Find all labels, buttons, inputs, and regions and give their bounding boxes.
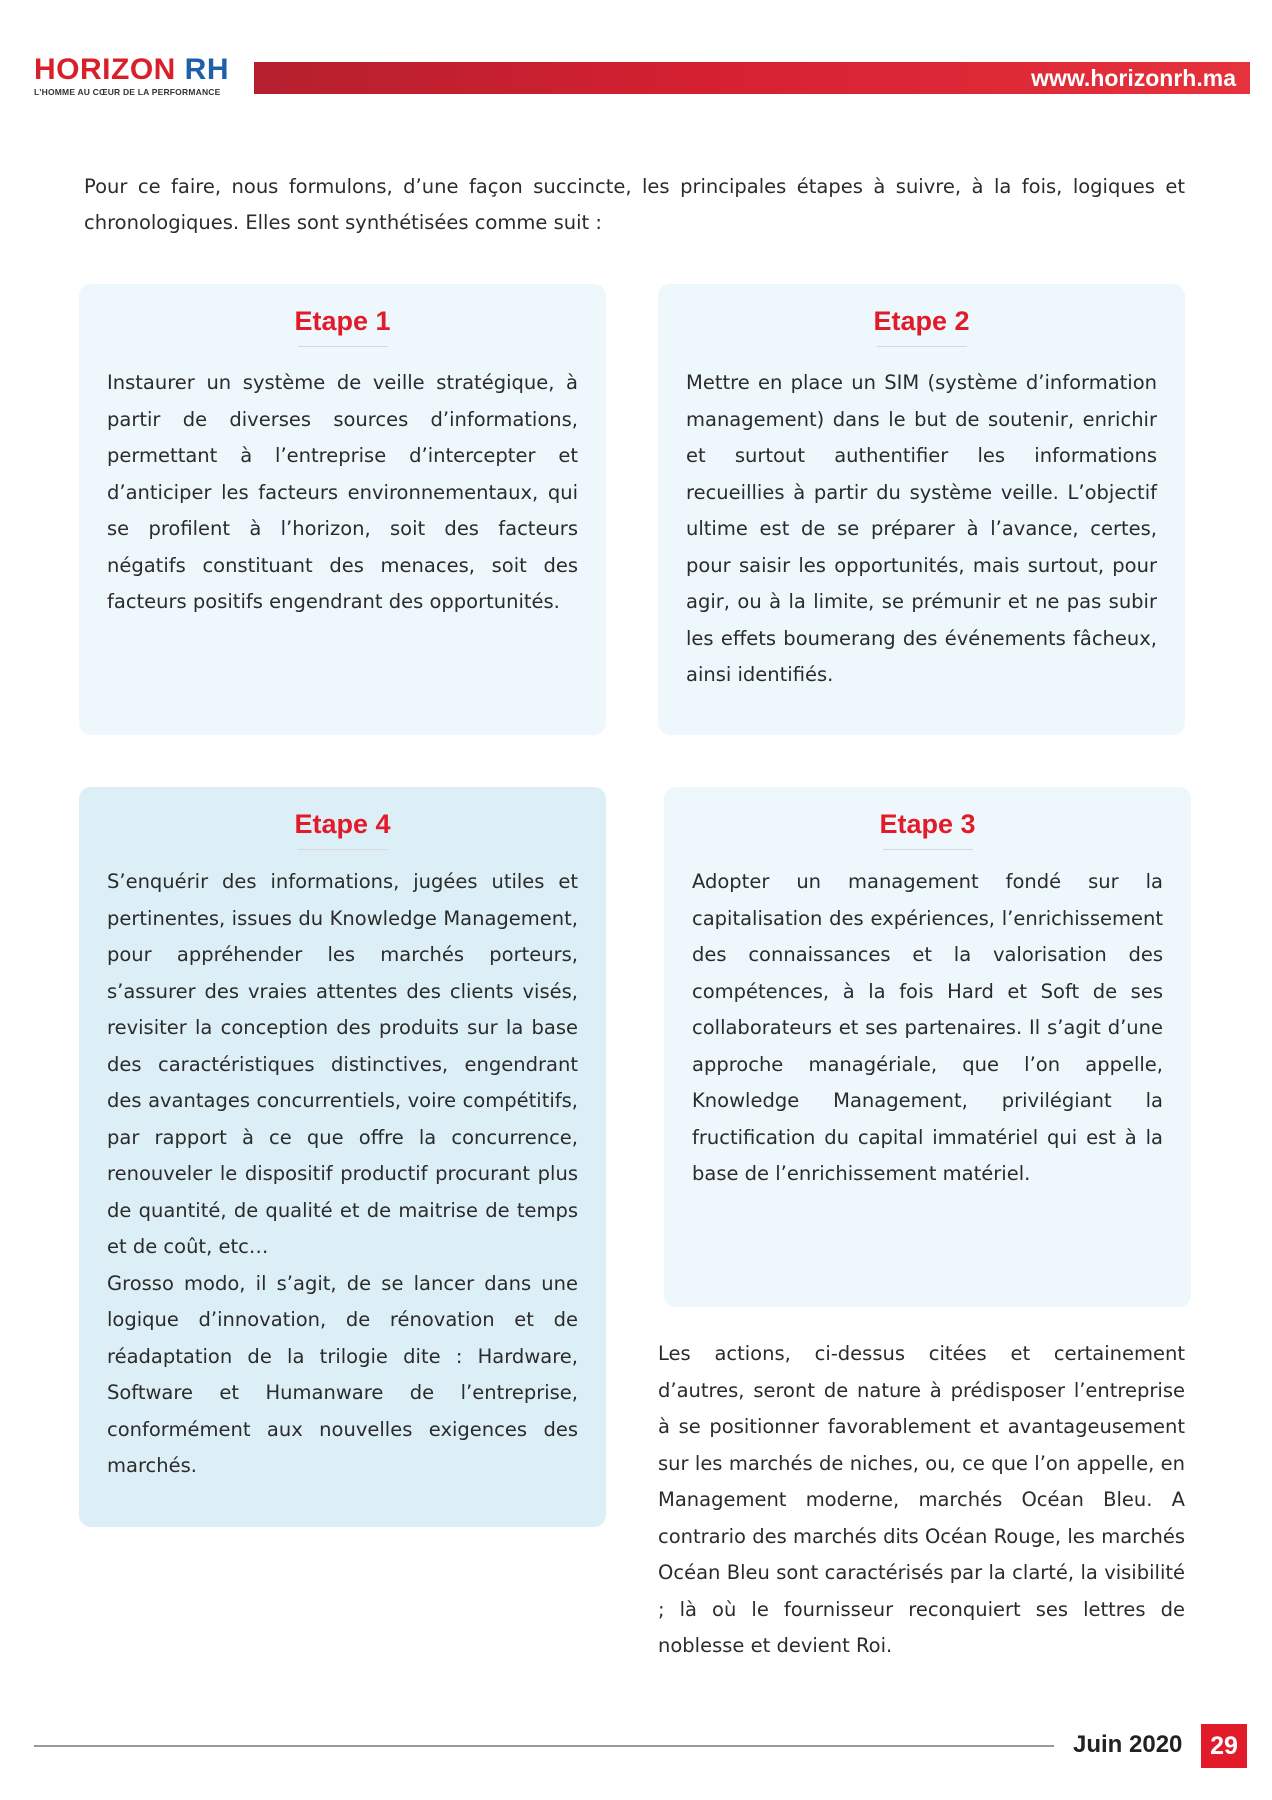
logo-word-rh: RH (184, 53, 230, 86)
logo-tagline: L'HOMME AU CŒUR DE LA PERFORMANCE (34, 87, 221, 97)
step-card-3 (664, 787, 1191, 1307)
header-banner (254, 62, 1250, 94)
title-divider (877, 346, 967, 347)
logo-word-horizon: HORIZON (34, 53, 176, 86)
issue-date: Juin 2020 (1073, 1731, 1183, 1758)
step-paragraph: Mettre en place un SIM (système d’information management) dans le but de soutenir, enrichir et surtout authentifier les informations recueillies à partir du système veille. L’objectif ultime est de se préparer à l’avance, certes, pour saisir les opportunités, mais surtout, pour agir, ou à la limite, se prémunir et ne pas subir les effets boumerang des événements fâcheux, ainsi identifiés. (686, 371, 1157, 686)
step-title: Etape 3 (879, 809, 976, 839)
step-title: Etape 4 (294, 809, 391, 839)
horizon-rh-logo (34, 55, 229, 97)
step-body (107, 864, 578, 1485)
step-paragraph: Instaurer un système de veille stratégique, à partir de diverses sources d’informations, permettant à l’entreprise d’intercepter et d’anticiper les facteurs environnementaux, qui se profilent à l’horizon, soit des facteurs négatifs constituant des menaces, soit des facteurs positifs engendrant des opportunités. (107, 371, 578, 613)
page-number: 29 (1201, 1724, 1247, 1768)
closing-paragraph: Les actions, ci-dessus citées et certainement d’autres, seront de nature à prédisposer l’entreprise à se positionner favorablement et avantageusement sur les marchés de niches, ou, ce que l’on appelle, en Management moderne, marchés Océan Bleu. A contrario des marchés dits Océan Rouge, les marchés Océan Bleu sont caractérisés par la clarté, la visibilité ; là où le fournisseur reconquiert ses lettres de noblesse et devient Roi. (658, 1342, 1185, 1657)
intro-paragraph: Pour ce faire, nous formulons, d’une façon succincte, les principales étapes à suivre, à la fois, logiques et chronologiques. Elles sont synthétisées comme suit : (84, 175, 1185, 234)
step-paragraph: Adopter un management fondé sur la capitalisation des expériences, l’enrichissement des connaissances et la valorisation des compétences, à la fois Hard et Soft de ses collaborateurs et ses partenaires. Il s’agit d’une approche managériale, que l’on appelle, Knowledge Management, privilégiant la fructification du capital immatériel qui est à la base de l’enrichissement matériel. (692, 870, 1163, 1185)
title-divider (298, 346, 388, 347)
step-card-4 (79, 787, 606, 1527)
step-title: Etape 2 (873, 306, 970, 336)
step-card-1 (79, 284, 606, 735)
step-body (692, 864, 1163, 1193)
step-card-2 (658, 284, 1185, 735)
logo-wordmark (34, 55, 229, 85)
footer-rule (34, 1745, 1054, 1747)
title-divider (883, 849, 973, 850)
step-paragraph: S’enquérir des informations, jugées utiles et pertinentes, issues du Knowledge Management, pour appréhender les marchés porteurs, s’assurer des vraies attentes des clients visés, revisiter la conception des produits sur la base des caractéristiques distinctives, engendrant des avantages concurrentiels, voire compétitifs, par rapport à ce que offre la concurrence, renouveler le dispositif productif procurant plus de quantité, de qualité et de maitrise de temps et de coût, etc… (107, 870, 578, 1258)
step-body (686, 365, 1157, 694)
step-paragraph: Grosso modo, il s’agit, de se lancer dans une logique d’innovation, de rénovation et de réadaptation de la trilogie dite : Hardware, Software et Humanware de l’entreprise, conformément aux nouvelles exigences des marchés. (107, 1271, 578, 1477)
title-divider (298, 849, 388, 850)
step-title: Etape 1 (294, 306, 391, 336)
website-url[interactable]: www.horizonrh.ma (1031, 65, 1236, 91)
step-body (107, 365, 578, 621)
